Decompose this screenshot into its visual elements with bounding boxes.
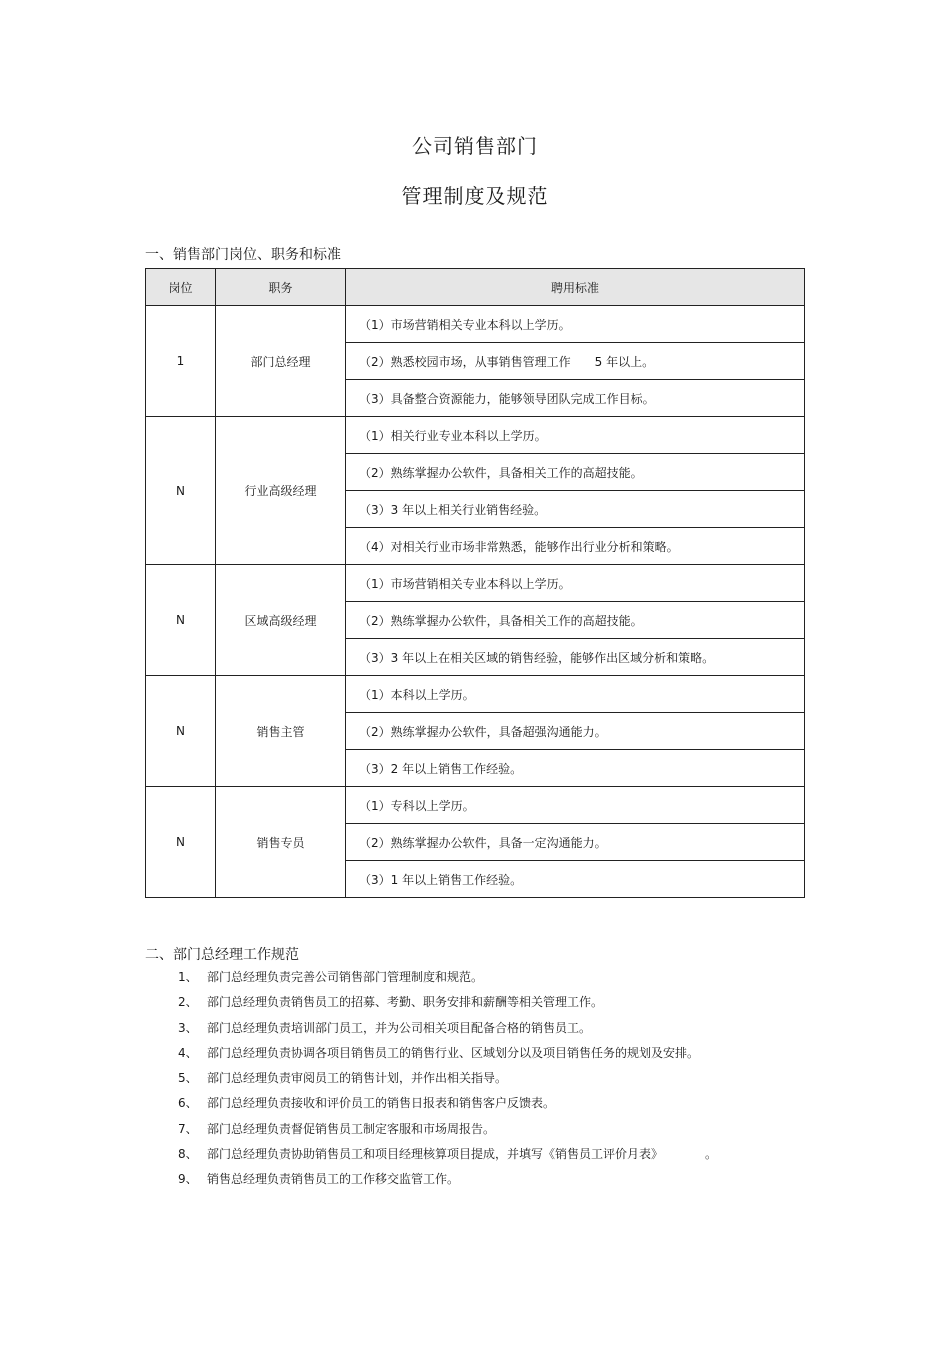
document-subtitle: 管理制度及规范 — [401, 184, 549, 208]
item-text: 部门总经理负责培训部门员工，并为公司相关项目配备合格的销售员工。 — [207, 1020, 592, 1035]
role-cell: 区域高级经理 — [216, 565, 346, 676]
list-item — [145, 1069, 717, 1094]
criteria-cell: （3）3 年以上相关行业销售经验。 — [346, 491, 805, 528]
criteria-cell: （1）专科以上学历。 — [346, 787, 805, 824]
table-row — [146, 787, 805, 824]
criteria-cell: （1）市场营销相关专业本科以上学历。 — [346, 565, 805, 602]
criteria-cell: （3）具备整合资源能力，能够领导团队完成工作目标。 — [346, 380, 805, 417]
header-criteria: 聘用标准 — [346, 269, 805, 306]
criteria-cell: （4）对相关行业市场非常熟悉，能够作出行业分析和策略。 — [346, 528, 805, 565]
item-number: 5、 — [178, 1071, 198, 1086]
item-number: 3、 — [178, 1020, 198, 1035]
criteria-cell: （2）熟悉校园市场，从事销售管理工作 5 年以上。 — [346, 343, 805, 380]
criteria-cell: （2）熟练掌握办公软件，具备超强沟通能力。 — [346, 713, 805, 750]
list-item — [145, 968, 717, 993]
criteria-cell: （2）熟练掌握办公软件，具备相关工作的高超技能。 — [346, 602, 805, 639]
item-text: 部门总经理负责协助销售员工和项目经理核算项目提成，并填写《销售员工评价月表》 。 — [207, 1147, 718, 1162]
item-text: 部门总经理负责完善公司销售部门管理制度和规范。 — [207, 970, 484, 984]
work-rules-list — [145, 968, 717, 1196]
item-text: 部门总经理负责审阅员工的销售计划，并作出相关指导。 — [207, 1071, 508, 1086]
item-text: 部门总经理负责协调各项目销售员工的销售行业、区域划分以及项目销售任务的规划及安排。 — [207, 1045, 700, 1060]
table-row — [146, 676, 805, 713]
item-text: 部门总经理负责接收和评价员工的销售日报表和销售客户反馈表。 — [207, 1096, 556, 1111]
list-item — [145, 1019, 717, 1044]
item-number: 9、 — [178, 1172, 198, 1187]
criteria-cell: （3）2 年以上销售工作经验。 — [346, 750, 805, 787]
role-cell: 销售专员 — [216, 787, 346, 898]
positions-table — [145, 268, 805, 898]
item-text: 销售总经理负责销售员工的工作移交监管工作。 — [207, 1172, 460, 1187]
item-number: 6、 — [178, 1096, 198, 1111]
table-header-row — [146, 269, 805, 306]
criteria-cell: （3）3 年以上在相关区域的销售经验，能够作出区域分析和策略。 — [346, 639, 805, 676]
item-number: 7、 — [178, 1121, 198, 1136]
post-cell: N — [146, 417, 216, 565]
table-row — [146, 565, 805, 602]
item-number: 2、 — [178, 995, 198, 1010]
item-text: 部门总经理负责销售员工的招募、考勤、职务安排和薪酬等相关管理工作。 — [207, 995, 604, 1010]
criteria-cell: （3）1 年以上销售工作经验。 — [346, 861, 805, 898]
list-item — [145, 993, 717, 1018]
item-number: 4、 — [178, 1045, 198, 1060]
post-cell: N — [146, 676, 216, 787]
item-number: 1、 — [178, 970, 198, 984]
section-2-heading: 二、部门总经理工作规范 — [145, 947, 299, 963]
post-cell: N — [146, 787, 216, 898]
table-row — [146, 306, 805, 343]
criteria-cell: （1）市场营销相关专业本科以上学历。 — [346, 306, 805, 343]
criteria-cell: （1）相关行业专业本科以上学历。 — [346, 417, 805, 454]
role-cell: 行业高级经理 — [216, 417, 346, 565]
criteria-cell: （1）本科以上学历。 — [346, 676, 805, 713]
list-item — [145, 1094, 717, 1119]
item-number: 8、 — [178, 1147, 198, 1162]
criteria-cell: （2）熟练掌握办公软件，具备相关工作的高超技能。 — [346, 454, 805, 491]
list-item — [145, 1120, 717, 1145]
item-text: 部门总经理负责督促销售员工制定客服和市场周报告。 — [207, 1121, 496, 1136]
criteria-cell: （2）熟练掌握办公软件，具备一定沟通能力。 — [346, 824, 805, 861]
list-item — [145, 1145, 717, 1170]
role-cell: 销售主管 — [216, 676, 346, 787]
post-cell: N — [146, 565, 216, 676]
role-cell: 部门总经理 — [216, 306, 346, 417]
header-post: 岗位 — [146, 269, 216, 306]
section-1-heading: 一、销售部门岗位、职务和标准 — [145, 247, 341, 263]
document-title: 公司销售部门 — [412, 134, 538, 158]
header-role: 职务 — [216, 269, 346, 306]
list-item — [145, 1044, 717, 1069]
table-row — [146, 417, 805, 454]
list-item — [145, 1170, 717, 1195]
post-cell: 1 — [146, 306, 216, 417]
